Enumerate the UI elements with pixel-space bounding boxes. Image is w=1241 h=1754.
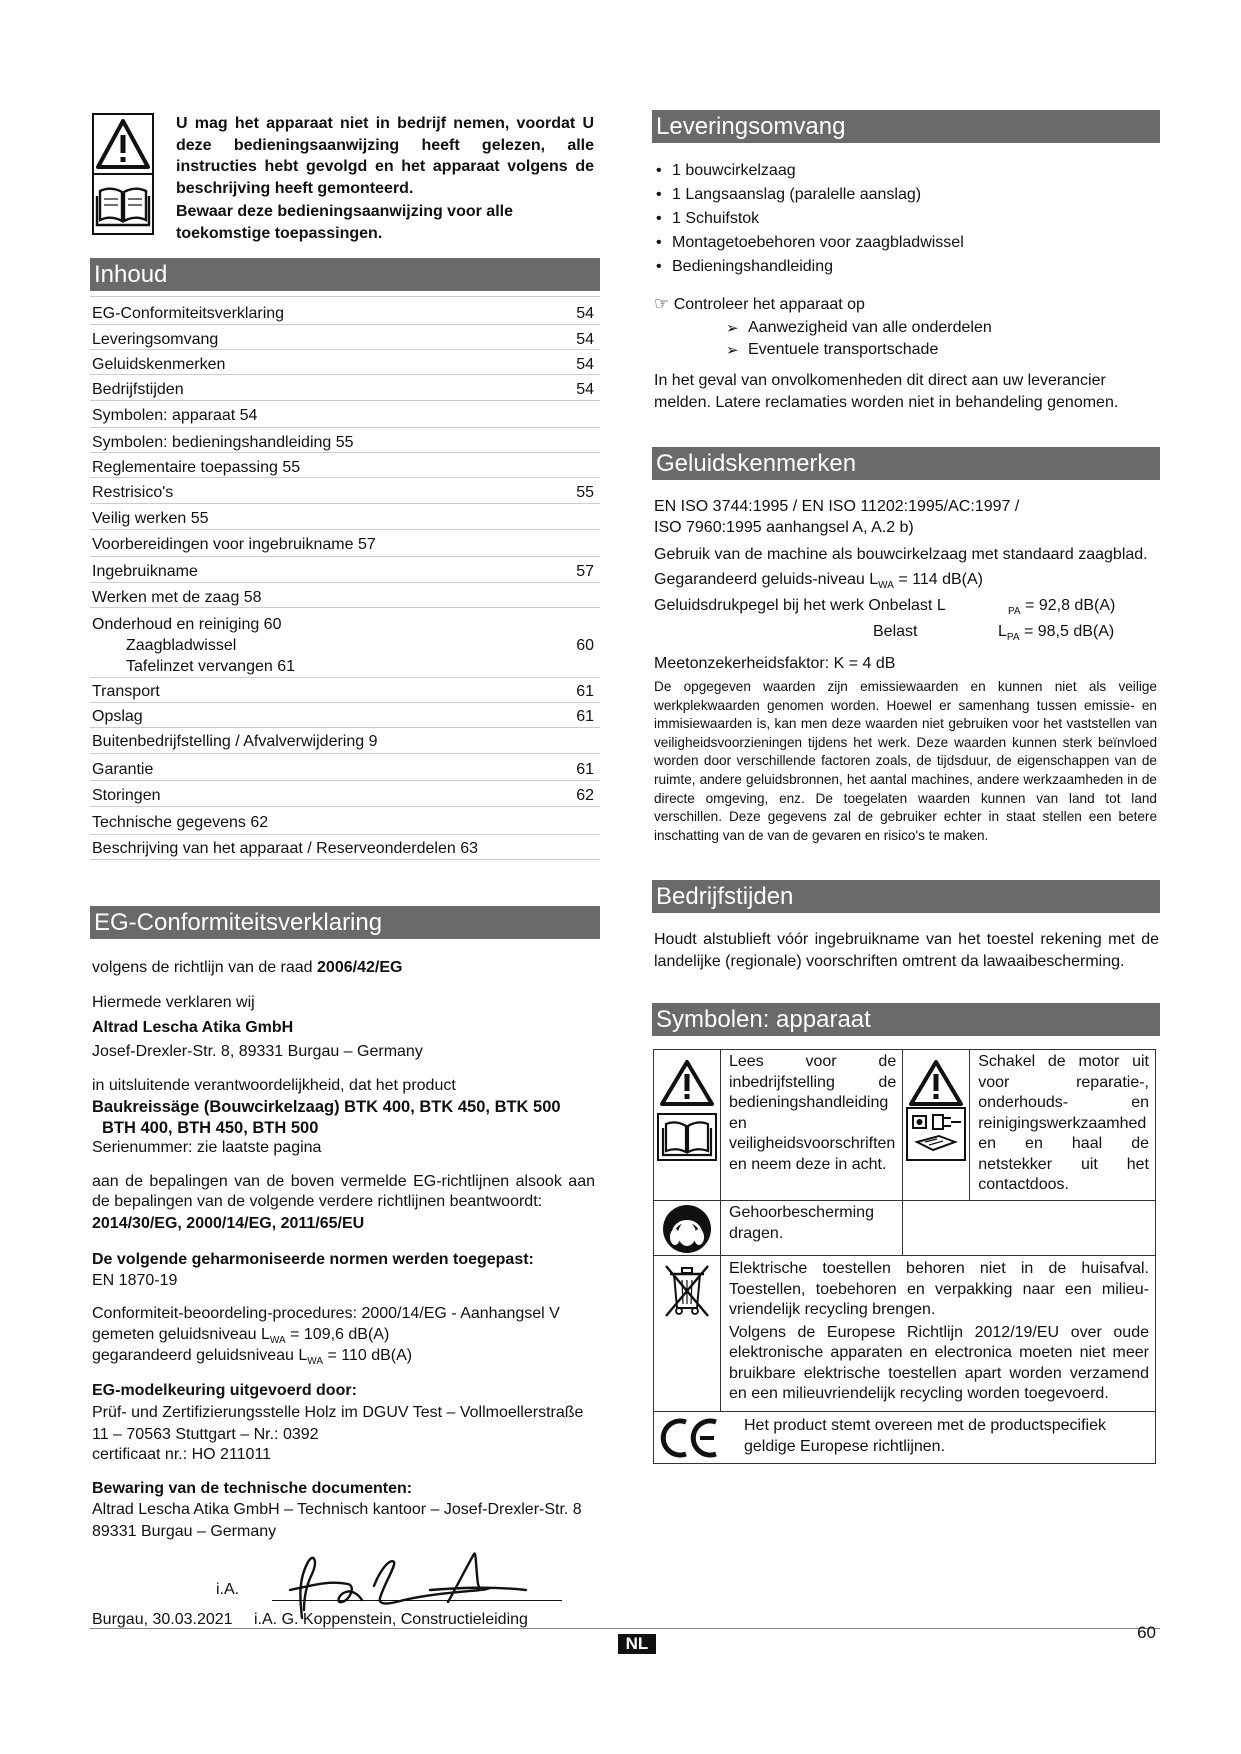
signatory: i.A. G. Koppenstein, Constructieleiding (254, 1611, 528, 1628)
empty-cell (903, 1201, 1156, 1256)
ce-cell (654, 1412, 1156, 1464)
check-list (726, 317, 992, 361)
symbols-header: Symbolen: apparaat (652, 1003, 1160, 1036)
crossed-bin-icon (654, 1260, 720, 1320)
warning-manual-icon (92, 113, 154, 235)
check-line: ☞ Controleer het apparaat op (654, 294, 865, 314)
ce-text: Het product stemt overeen met de productspecifiek geldige Europese richtlijnen. (744, 1417, 1106, 1455)
conformity-company: Altrad Lescha Atika GmbH (92, 1019, 294, 1036)
toc-row[interactable]: Restrisico's 55 (90, 478, 600, 504)
conformity-address: Josef-Drexler-Str. 8, 89331 Burgau – Germany (92, 1043, 423, 1060)
unplug-before-maintenance-icon (903, 1054, 969, 1164)
toc-row[interactable]: Veilig werken 55 (90, 504, 600, 530)
noise-pressure-unloaded-value: $_{PA}$ = 92,8 dB(A) (1008, 597, 1116, 618)
page-number: 60 (1137, 1623, 1156, 1642)
noise-disclaimer: De opgegeven waarden zijn emissiewaarden en kunnen niet als veilige werkplekwaarden genomen worden. Hoewel er samenhang tussen emissie- en immisiewaarden is, kan men deze waarden niet gebruiken voor het vaststellen van veiligheidsvoorzieningen tijdens het werk. Deze waarden kunnen sterk beïnvloed worden door verschillende factoren zoals, de tijdsduur, de eigenschappen van de ruimte, andere geluidsbronnen, het aantal machines, andere werkzaamheden in de directe omgeving, enz. De toegelaten waarden kunnen van land tot land verschillen. Deze gegevens zal de gebruiker echter in staat stellen een betere inschatting van de van de gevaren en risico's te maken. (654, 679, 1157, 843)
symbol-text-cell (721, 1201, 903, 1256)
list-item: • 1 Langsaanslag (paralelle aanslag) (654, 183, 1154, 207)
signature-ia: i.A. (216, 1581, 240, 1598)
place-date: Burgau, 30.03.2021 (92, 1611, 233, 1628)
delivery-list (654, 159, 1154, 279)
norms-title: De volgende geharmoniseerde normen werden toegepast: (92, 1251, 534, 1268)
delivery-header: Leveringsomvang (652, 110, 1160, 143)
read-manual-text: Lees voor de inbedrijfstelling de bedieningshandleiding en veiligheidsvoorschriften en neem deze in acht. (729, 1053, 897, 1173)
exam-text: Prüf- und Zertifizierungsstelle Holz im DGUV Test – Vollmoellerstraße 11 – 70563 Stuttgart – Nr.: 0392 (92, 1404, 584, 1443)
toc-row[interactable]: Symbolen: apparaat 54 (90, 401, 600, 428)
unplug-text: Schakel de motor uit voor reparatie-, onderhouds- en reinigingswerkzaamhed en en haal de netstekker uit het contactdoos. (978, 1053, 1149, 1193)
noise-header: Geluidskenmerken (652, 447, 1160, 480)
docs-address: Altrad Lescha Atika GmbH – Technisch kantoor – Josef-Drexler-Str. 8 (92, 1501, 582, 1518)
noise-guaranteed: Gegarandeerd geluids-niveau $L_{WA} = 114$ dB(A) (654, 571, 983, 592)
docs-title: Bewaring van de technische documenten: (92, 1480, 413, 1497)
conformity-serial: Serienummer: zie laatste pagina (92, 1139, 322, 1156)
list-item: • 1 bouwcirkelzaag (654, 159, 1154, 183)
toc-row[interactable]: Opslag 61 (90, 703, 600, 728)
conformity-header: EG-Conformiteitsverklaring (90, 906, 600, 939)
conformity-directives: 2014/30/EG, 2000/14/EG, 2011/65/EU (92, 1215, 365, 1232)
symbol-text-cell (721, 1256, 1156, 1412)
guaranteed-level: gegarandeerd geluidsniveau $L_{WA} = 110$ dB(A) (92, 1347, 413, 1368)
docs-address-city: 89331 Burgau – Germany (92, 1523, 277, 1540)
toc-row[interactable]: Technische gegevens 62 (90, 807, 600, 835)
procedure-text: Conformiteit-beoordeling-procedures: 2000/14/EG - Aanhangsel V (92, 1305, 560, 1322)
toc-row[interactable]: Voorbereidingen voor ingebruikname 57 (90, 530, 600, 557)
warning-text: U mag het apparaat niet in bedrijf nemen, voordat U deze bedieningsaanwijzing heeft gelezen, alle instructies hebt gevolgd en het apparaat volgens de beschrijving heeft gemonteerd. (176, 115, 594, 197)
noise-loaded-label: Belast (873, 623, 918, 640)
keep-manual-text: Bewaar deze bedieningsaanwijzing voor alle toekomstige toepassingen. (176, 203, 513, 242)
hearing-protection-icon (654, 1201, 720, 1255)
toc-row[interactable]: Storingen 62 (90, 781, 600, 807)
toc-row[interactable]: Bedrijfstijden 54 (90, 375, 600, 401)
symbol-cell (903, 1050, 970, 1201)
operating-header: Bedrijfstijden (652, 880, 1160, 913)
toc-row[interactable]: Geluidskenmerken 54 (90, 350, 600, 375)
noise-standard: EN ISO 3744:1995 / EN ISO 11202:1995/AC:1997 / (654, 498, 1020, 515)
noise-uncertainty: Meetonzekerheidsfaktor: K = 4 dB (654, 655, 896, 672)
noise-standard-2: ISO 7960:1995 aanhangsel A, A.2 b) (654, 519, 914, 536)
list-item: • 1 Schuifstok (654, 207, 1154, 231)
warning-manual-icon (654, 1054, 720, 1164)
norms-value: EN 1870-19 (92, 1272, 178, 1289)
symbols-table (653, 1049, 1156, 1464)
conformity-directive: volgens de richtlijn van de raad 2006/42/EG (92, 959, 403, 976)
toc-row-multi[interactable]: Onderhoud en reiniging 60 Zaagbladwissel 60 Tafelinzet vervangen 61 (90, 608, 600, 678)
conformity-product-models: BTH 400, BTH 450, BTH 500 (102, 1119, 319, 1137)
measured-level: gemeten geluidsniveau $L_{WA} = 109,6$ dB(A) (92, 1326, 390, 1347)
delivery-note: In het geval van onvolkomenheden dit direct aan uw leverancier melden. Latere reclamaties worden niet in behandeling genomen. (654, 372, 1119, 411)
toc-row[interactable]: EG-Conformiteitsverklaring 54 (90, 296, 600, 325)
weee-directive-text: Volgens de Europese Richtlijn 2012/19/EU over oude elektronische apparaten en electronica moeten niet meer bruikbare elektrische toestellen apart worden verzamend en een milieuvriendelijk recycling worden toegevoerd. (729, 1323, 1149, 1402)
symbol-cell (654, 1256, 721, 1412)
operating-text: Houdt alstublieft vóór ingebruikname van het toestel rekening met de landelijke (regionale) voorschriften omtrent da lawaaibescherming. (654, 931, 1159, 970)
conformity-statement: aan de bepalingen van de boven vermelde EG-richtlijnen alsook aan de bepalingen van de volgende verdere richtlijnen beantwoordt: (92, 1173, 595, 1210)
list-item: ➢ Eventuele transportschade (726, 339, 992, 361)
signature-line (272, 1600, 562, 1601)
toc-row[interactable]: Werken met de zaag 58 (90, 583, 600, 608)
noise-pressure-unloaded: Geluidsdrukpegel bij het werk Onbelast L (654, 597, 946, 614)
toc-row[interactable]: Transport 61 (90, 678, 600, 703)
symbol-text-cell (721, 1050, 903, 1201)
symbol-text-cell (970, 1050, 1156, 1201)
toc-row[interactable]: Garantie 61 (90, 754, 600, 781)
toc-row[interactable]: Reglementaire toepassing 55 (90, 453, 600, 478)
noise-use: Gebruik van de machine als bouwcirkelzaag met standaard zaagblad. (654, 546, 1148, 563)
toc-row[interactable]: Beschrijving van het apparaat / Reserveonderdelen 63 (90, 835, 600, 860)
list-item: ➢ Aanwezigheid van alle onderdelen (726, 317, 992, 339)
toc-header: Inhoud (90, 258, 600, 291)
noise-pressure-loaded-value: $L_{PA} = 98,5$ dB(A) (998, 623, 1115, 644)
conformity-product: Baukreissäge (Bouwcirkelzaag) BTK 400, BTK 450, BTK 500 (92, 1098, 561, 1116)
warning-box (92, 113, 596, 242)
conformity-responsibility: in uitsluitende verantwoordelijkheid, dat het product (92, 1077, 456, 1094)
symbol-cell (654, 1050, 721, 1201)
certificate-number: certificaat nr.: HO 211011 (92, 1446, 272, 1463)
ce-mark-icon (660, 1416, 722, 1460)
symbol-cell (654, 1201, 721, 1256)
exam-title: EG-modelkeuring uitgevoerd door: (92, 1382, 357, 1399)
pointing-hand-icon: ☞ (654, 294, 670, 314)
toc-row[interactable]: Symbolen: bedieningshandleiding 55 (90, 428, 600, 453)
toc-row[interactable]: Buitenbedrijfstelling / Afvalverwijdering 9 (90, 728, 600, 754)
footer-rule (90, 1628, 1160, 1629)
toc-row[interactable]: Leveringsomvang 54 (90, 325, 600, 350)
hearing-text: Gehoorbescherming dragen. (729, 1204, 874, 1242)
toc-row[interactable]: Ingebruikname 57 (90, 557, 600, 583)
list-item: • Montagetoebehoren voor zaagbladwissel (654, 231, 1154, 255)
language-badge: NL (618, 1634, 656, 1654)
weee-text: Elektrische toestellen behoren niet in de huisafval. Toestellen, toebehoren en verpakking naar een milieu-vriendelijk recycling brengen. (729, 1260, 1149, 1318)
conformity-declare: Hiermede verklaren wij (92, 994, 255, 1011)
list-item: • Bedieningshandleiding (654, 255, 1154, 279)
